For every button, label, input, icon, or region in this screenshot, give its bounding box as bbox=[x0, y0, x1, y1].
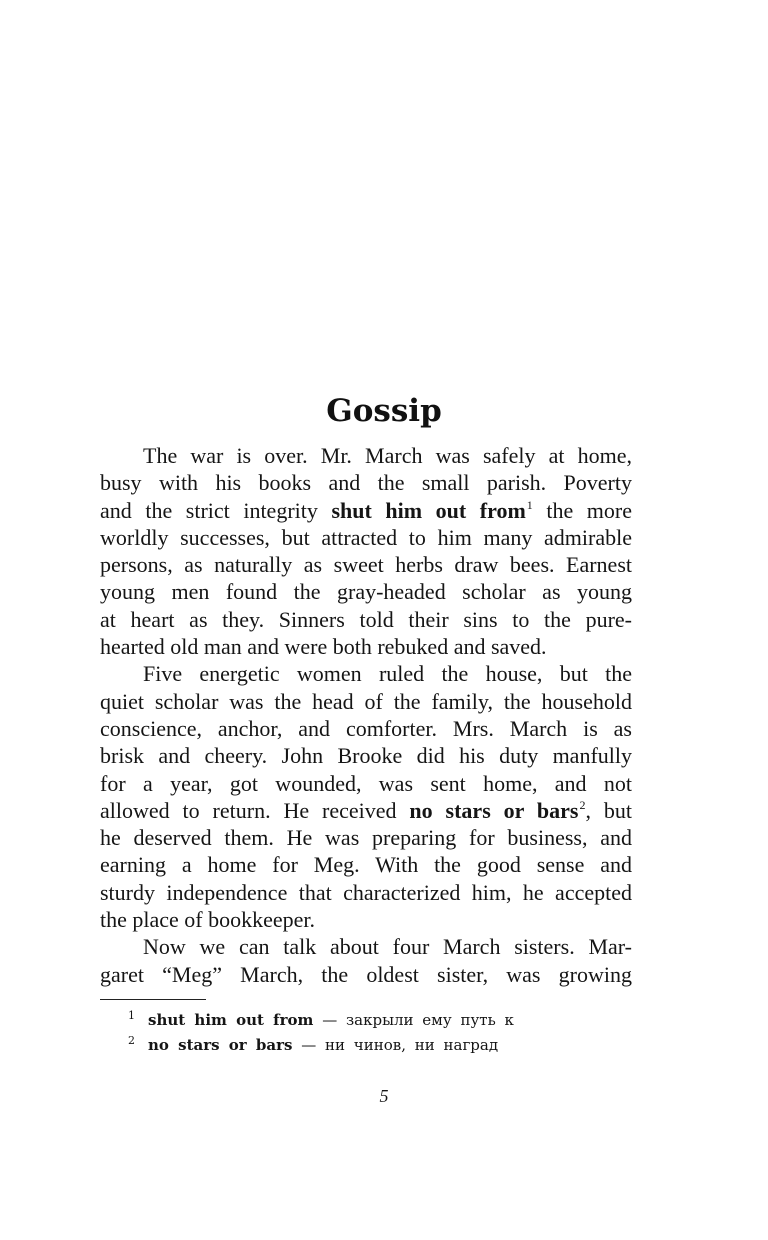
chapter-title: Gossip bbox=[326, 393, 442, 429]
footnote-translation: ни чинов, ни наград bbox=[325, 1036, 499, 1054]
footnote bbox=[100, 1008, 600, 1033]
text-line bbox=[100, 851, 632, 878]
text-run: busy with his books and the small parish. Poverty bbox=[100, 470, 632, 496]
paragraph bbox=[100, 442, 632, 660]
text-run: young men found the gray-headed scholar as young bbox=[100, 579, 632, 605]
footnotes bbox=[100, 1008, 600, 1058]
footnote-content bbox=[148, 1008, 514, 1033]
paragraph bbox=[100, 660, 632, 933]
text-line bbox=[100, 933, 632, 960]
footnote-content bbox=[148, 1033, 498, 1058]
text-line bbox=[100, 770, 632, 797]
text-line bbox=[100, 633, 632, 660]
glossed-term: shut him out from bbox=[331, 497, 526, 523]
text-line bbox=[100, 497, 632, 524]
text-run: worldly successes, but attracted to him many admirable bbox=[100, 524, 632, 550]
footnote-translation: закрыли ему путь к bbox=[345, 1011, 514, 1029]
footnote-mark: 1 bbox=[128, 1009, 135, 1022]
page-number: 5 bbox=[379, 1086, 389, 1106]
text-line bbox=[100, 551, 632, 578]
chapter-body bbox=[100, 442, 632, 988]
text-run: he deserved them. He was preparing for business, and bbox=[100, 825, 632, 851]
text-run: Five energetic women ruled the house, but the bbox=[143, 661, 632, 687]
text-line bbox=[100, 688, 632, 715]
text-line bbox=[100, 442, 632, 469]
text-line bbox=[100, 578, 632, 605]
text-line bbox=[100, 961, 632, 988]
footnote-term: no stars or bars bbox=[148, 1036, 293, 1054]
text-run: at heart as they. Sinners told their sins to the pure- bbox=[100, 606, 632, 632]
text-line bbox=[100, 715, 632, 742]
text-line bbox=[100, 469, 632, 496]
text-run: allowed to return. He received bbox=[100, 797, 410, 823]
text-run: The war is over. Mr. March was safely at home, bbox=[143, 443, 632, 468]
footnote-reference: 1 bbox=[526, 497, 533, 512]
text-run: garet “Meg” March, the oldest sister, was growing bbox=[100, 961, 632, 987]
footnote-reference: 2 bbox=[579, 797, 586, 812]
footnote-divider bbox=[100, 999, 206, 1000]
text-run: , but bbox=[585, 797, 632, 823]
text-run: for a year, got wounded, was sent home, and not bbox=[100, 770, 632, 796]
text-run: hearted old man and were both rebuked and saved. bbox=[100, 634, 547, 660]
footnote bbox=[100, 1033, 600, 1058]
text-line bbox=[100, 906, 632, 933]
text-run: the place of bookkeeper. bbox=[100, 907, 316, 933]
footnote-term: shut him out from bbox=[148, 1011, 314, 1029]
text-run: earning a home for Meg. With the good sense and bbox=[100, 852, 632, 878]
text-run: conscience, anchor, and comforter. Mrs. March is as bbox=[100, 715, 632, 741]
text-line bbox=[100, 524, 632, 551]
text-line bbox=[100, 742, 632, 769]
text-run: Now we can talk about four March sisters. Mar- bbox=[143, 934, 632, 960]
text-line bbox=[100, 660, 632, 687]
text-line bbox=[100, 879, 632, 906]
text-line bbox=[100, 797, 632, 824]
glossed-term: no stars or bars bbox=[409, 797, 579, 823]
text-run: the more bbox=[532, 497, 632, 523]
footnote-mark: 2 bbox=[128, 1034, 135, 1047]
text-run: sturdy independence that characterized him, he accepted bbox=[100, 879, 632, 905]
footnote-dash: — bbox=[322, 1011, 338, 1029]
text-run: and the strict integrity bbox=[100, 497, 332, 523]
text-run: persons, as naturally as sweet herbs draw bees. Earnest bbox=[100, 552, 632, 578]
text-run: brisk and cheery. John Brooke did his duty manfully bbox=[100, 743, 632, 769]
text-run: quiet scholar was the head of the family, the household bbox=[100, 688, 632, 714]
footnote-dash: — bbox=[301, 1036, 317, 1054]
text-line bbox=[100, 606, 632, 633]
paragraph bbox=[100, 933, 632, 988]
text-line bbox=[100, 824, 632, 851]
